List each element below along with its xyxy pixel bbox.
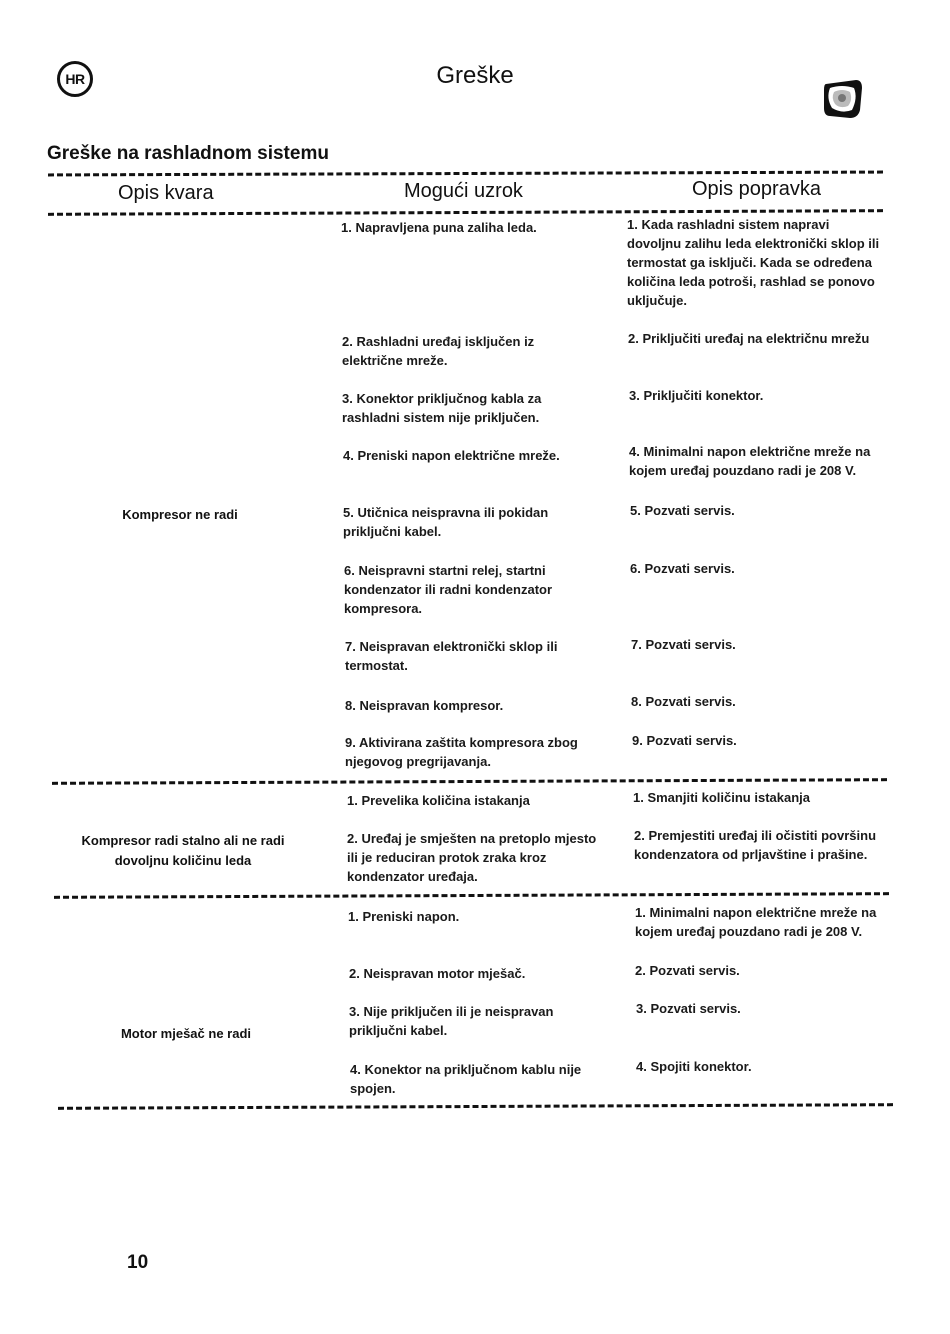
- fix-cell: 7. Pozvati servis.: [631, 637, 736, 652]
- cause-cell: 7. Neispravan elektronički sklop ili termostat.: [345, 639, 558, 673]
- cause-cell: 5. Utičnica neispravna ili pokidan priključni kabel.: [343, 505, 549, 539]
- cause-cell: 4. Konektor na priključnom kablu nije spojen.: [350, 1062, 582, 1096]
- fix-cell: 2. Pozvati servis.: [635, 963, 740, 978]
- ice-maker-icon: [820, 76, 864, 120]
- column-header-cause: Mogući uzrok: [404, 180, 523, 202]
- page-title: Greške: [436, 62, 514, 89]
- fix-cell: 2. Premjestiti uređaj ili očistiti površinu kondenzatora od prljavštine i prašine.: [634, 828, 877, 862]
- cause-cell: 4. Preniski napon električne mreže.: [343, 448, 560, 463]
- cause-cell: 1. Napravljena puna zaliha leda.: [341, 220, 537, 235]
- fix-cell: 3. Priključiti konektor.: [629, 388, 764, 403]
- fault-label: Motor mješač ne radi: [120, 1026, 252, 1041]
- fix-cell: 8. Pozvati servis.: [631, 694, 736, 709]
- fix-cell: 2. Priključiti uređaj na električnu mrežu: [628, 331, 870, 346]
- cause-cell: 1. Prevelika količina istakanja: [347, 793, 530, 808]
- cause-cell: 8. Neispravan kompresor.: [345, 698, 504, 713]
- fix-cell: 5. Pozvati servis.: [630, 503, 735, 518]
- fix-cell: 1. Smanjiti količinu istakanja: [633, 790, 811, 805]
- group-divider: [52, 778, 887, 785]
- cause-cell: 9. Aktivirana zaštita kompresora zbog njegovog pregrijavanja.: [345, 735, 578, 769]
- cause-cell: 2. Neispravan motor mješač.: [349, 966, 526, 981]
- cause-cell: 3. Nije priključen ili je neispravan priključni kabel.: [349, 1004, 554, 1038]
- cause-cell: 2. Uređaj je smješten na pretoplo mjesto ili je reduciran protok zraka kroz kondenzator uređaja.: [347, 831, 597, 884]
- fault-label: Kompresor radi stalno ali ne radi dovoljnu količinu leda: [81, 833, 285, 868]
- page-number: 10: [127, 1252, 149, 1273]
- header-top-divider: [48, 171, 883, 177]
- cause-cell: 1. Preniski napon.: [348, 909, 460, 924]
- cause-cell: 2. Rashladni uređaj isključen iz električne mreže.: [342, 334, 535, 368]
- fix-cell: 1. Kada rashladni sistem napravi dovoljnu zalihu leda elektronički sklop ili termostat ga isključi. Kada se određena količina leda potroši, rashlad se ponovo uključuje.: [627, 217, 880, 308]
- fix-cell: 3. Pozvati servis.: [636, 1001, 741, 1016]
- fix-cell: 6. Pozvati servis.: [630, 561, 735, 576]
- fix-cell: 4. Minimalni napon električne mreže na kojem uređaj pouzdano radi je 208 V.: [629, 444, 871, 478]
- fault-label: Kompresor ne radi: [122, 507, 238, 522]
- fix-cell: 9. Pozvati servis.: [632, 733, 737, 748]
- cause-cell: 6. Neispravni startni relej, startni kondenzator ili radni kondenzator kompresora.: [344, 563, 553, 616]
- group-divider: [54, 892, 889, 899]
- section-title: Greške na rashladnom sistemu: [47, 143, 329, 164]
- column-header-fix: Opis popravka: [692, 178, 821, 200]
- table-bottom-divider: [58, 1103, 893, 1110]
- cause-cell: 3. Konektor priključnog kabla za rashladni sistem nije priključen.: [342, 391, 542, 425]
- fix-cell: 1. Minimalni napon električne mreže na kojem uređaj pouzdano radi je 208 V.: [635, 905, 877, 939]
- fix-cell: 4. Spojiti konektor.: [636, 1059, 752, 1074]
- language-badge-label: HR: [65, 71, 85, 87]
- column-header-fault: Opis kvara: [118, 182, 214, 204]
